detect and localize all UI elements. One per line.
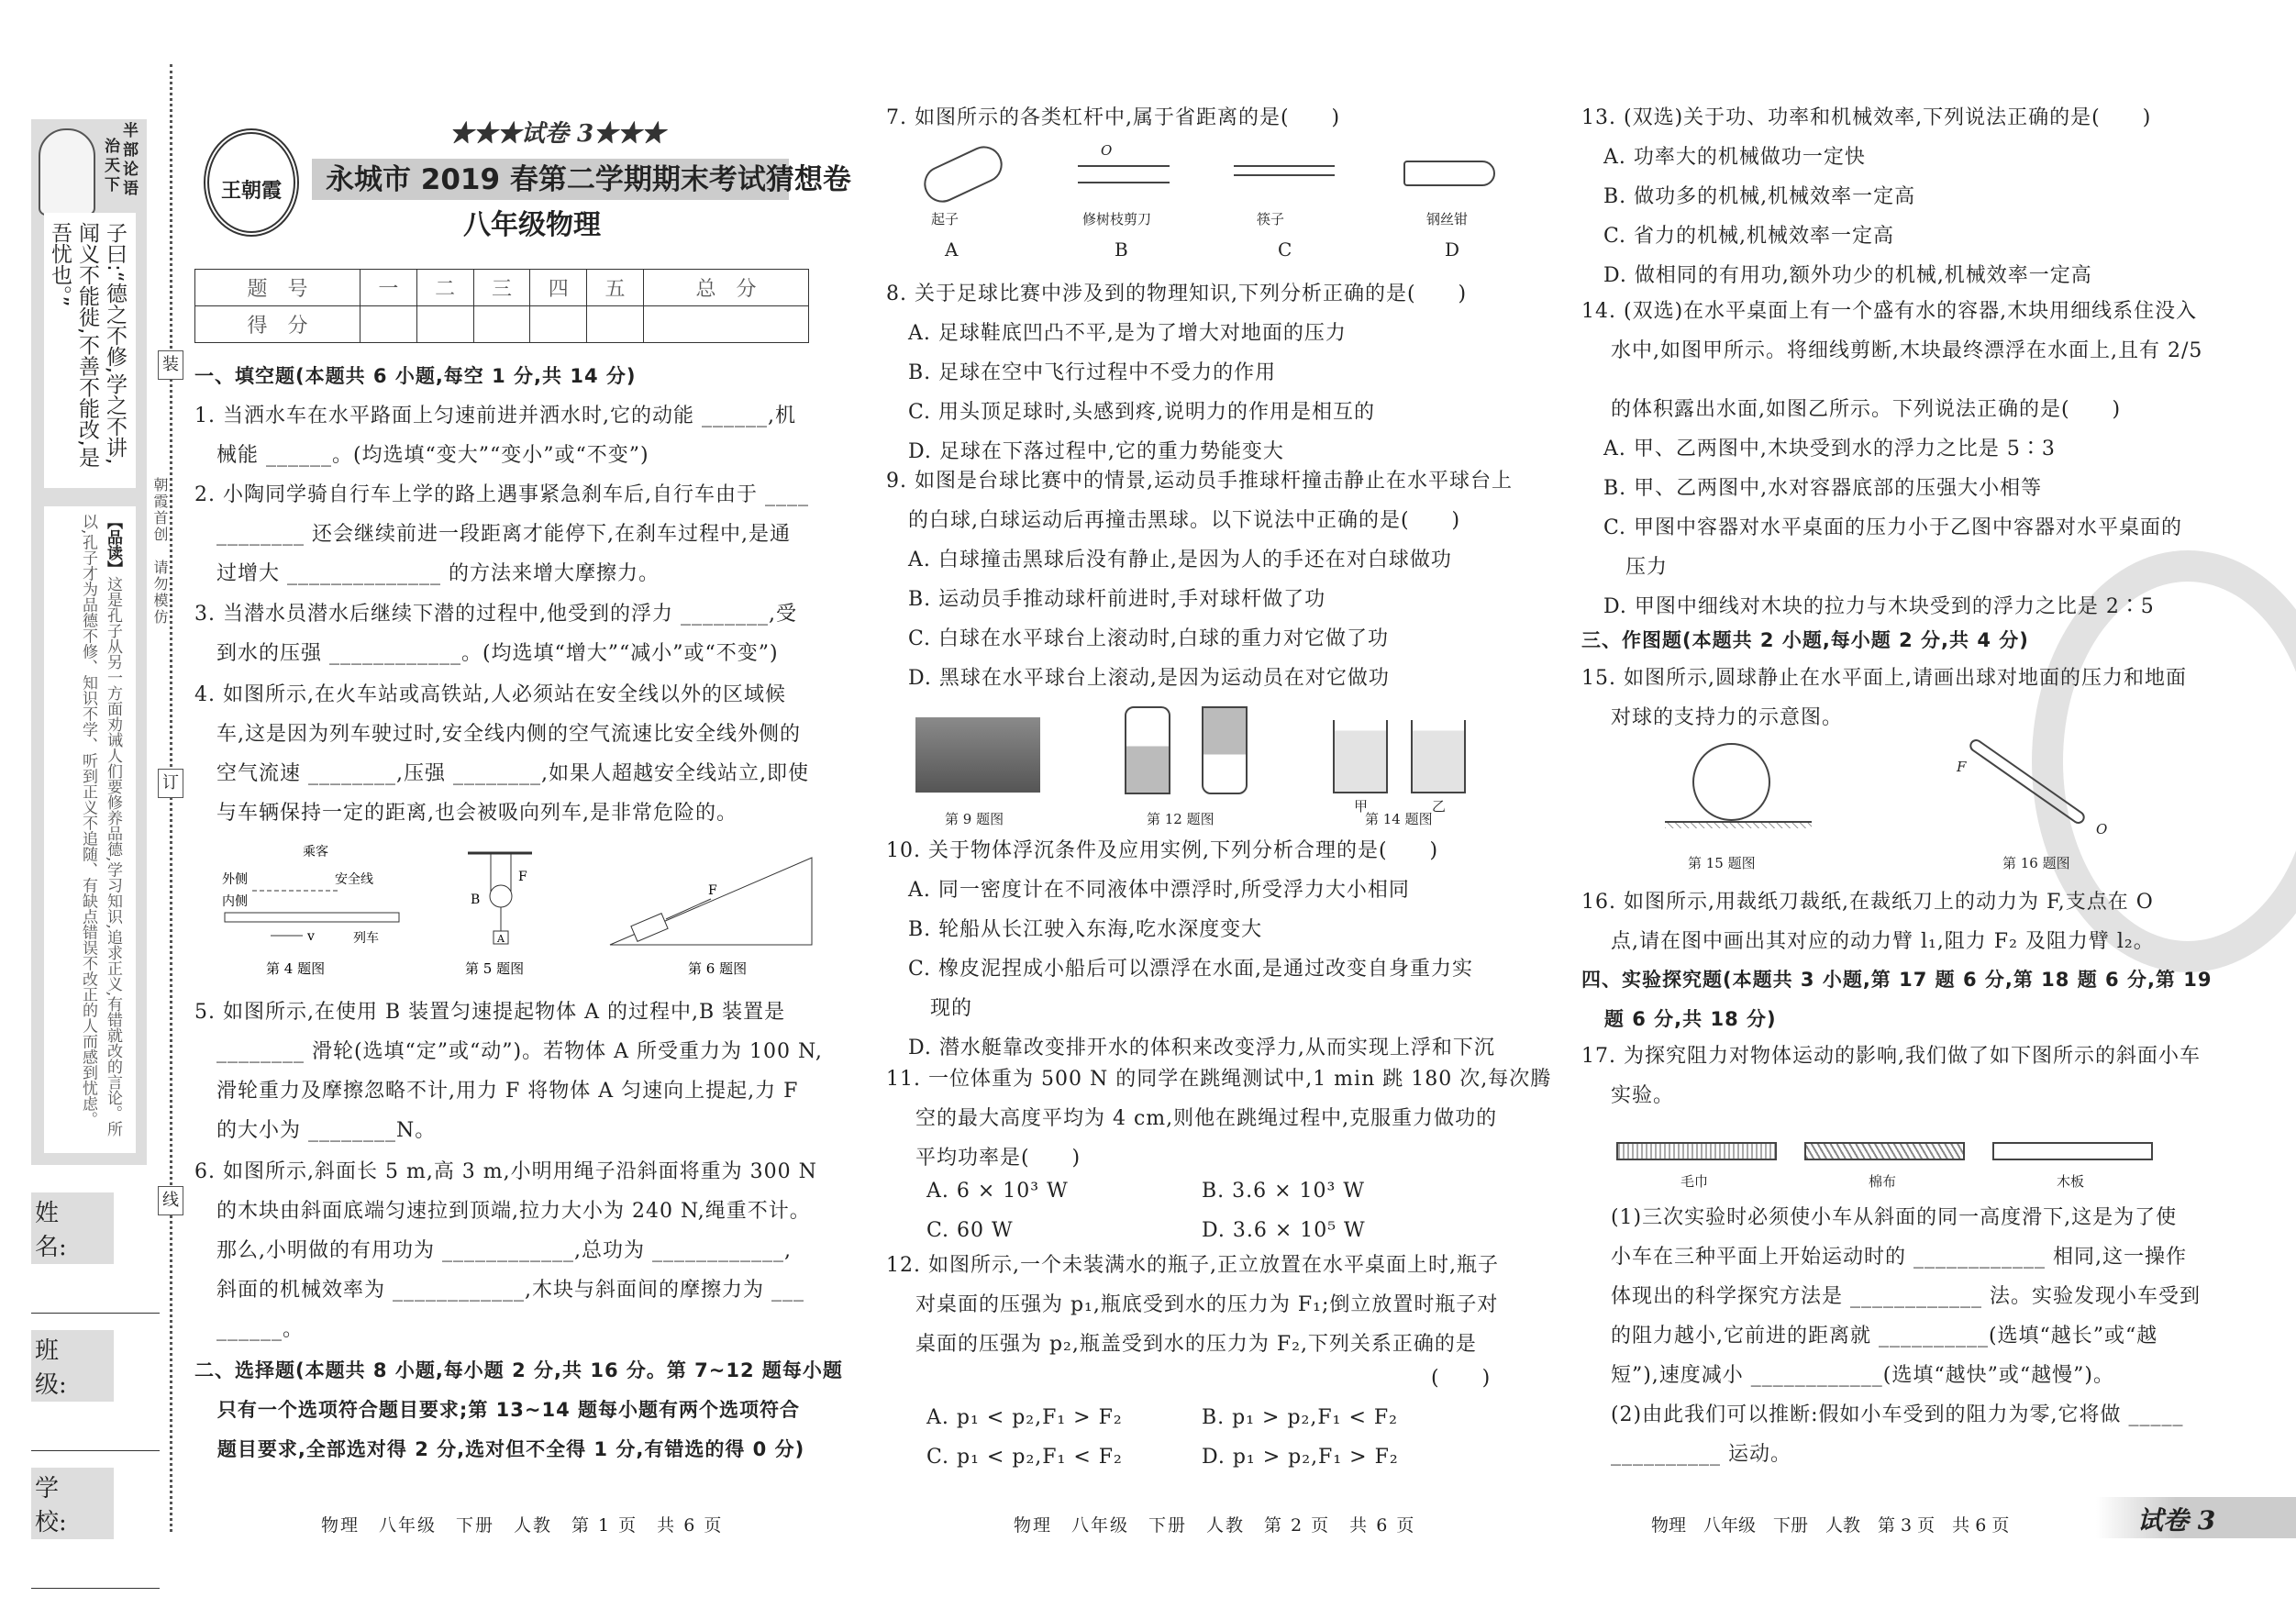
motto: 治天下 (101, 138, 119, 195)
text-line: C. 橡皮泥捏成小船后可以漂浮在水面,是通过改变自身重力实 (886, 958, 1474, 981)
text-line: 短”),速度减小 ____________(选填“越快”或“越慢”)。 (1581, 1364, 2114, 1387)
question-17 (1581, 1037, 2201, 1115)
text-line: 空气流速 ________,压强 ________,如果人超越安全线站立,即使 (194, 762, 809, 785)
binding-mark: 线 (158, 1186, 183, 1215)
bottle-inverted (1202, 706, 1248, 794)
fig-label: F (708, 883, 717, 898)
text-line: A. 白球撞击黑球后没有静止,是因为人的手还在对白球做功 (886, 549, 1452, 571)
page-footer: 物理 八年级 下册 人教 第 3 页 共 6 页 (1651, 1515, 2010, 1536)
fig-label: 内侧 (222, 894, 248, 909)
score-cell[interactable] (416, 306, 473, 343)
option: C. 60 W (926, 1219, 1014, 1242)
school-field[interactable] (31, 1539, 160, 1589)
text-line: 实验。 (1581, 1084, 1674, 1107)
text-line: B. 甲、乙两图中,水对容器底部的压强大小相等 (1581, 477, 2043, 500)
class-field[interactable] (31, 1402, 160, 1451)
fig-label: A (497, 933, 505, 945)
billiards-photo (915, 717, 1040, 793)
section-1-heading (194, 357, 636, 396)
text-line: (2)由此我们可以推断:假如小车受到的阻力为零,它将做 _____ (1581, 1403, 2184, 1426)
table-header: 五 (587, 270, 644, 306)
text-line: C. 白球在水平球台上滚动时,白球的重力对它做了功 (886, 627, 1390, 650)
option-letter: A (945, 238, 959, 261)
text-line: 16. 如图所示,用裁纸刀裁纸,在裁纸刀上的动力为 F,支点在 O (1581, 891, 2154, 914)
text-line: 13. (双选)关于功、功率和机械效率,下列说法正确的是( ) (1581, 106, 2152, 129)
text-line: 桌面的压强为 p₂,瓶盖受到水的压力为 F₂,下列关系正确的是 (886, 1333, 1477, 1356)
text-line: 过增大 ______________ 的方法来增大摩擦力。 (194, 562, 660, 585)
text-line: 平均功率是( ) (886, 1147, 1081, 1170)
option-letter: B (1115, 238, 1128, 261)
text-line: B. 足球在空中飞行过程中不受力的作用 (886, 361, 1277, 384)
figures-9-12-14 (915, 706, 1503, 826)
question-6 (194, 1152, 817, 1349)
text-line: 三、作图题(本题共 2 小题,每小题 2 分,共 4 分) (1581, 629, 2029, 651)
text-line: 的木块由斜面底端匀速拉到顶端,拉力大小为 240 N,绳重不计。 (194, 1200, 811, 1223)
text-line: 15. 如图所示,圆球静止在水平面上,请画出球对地面的压力和地面 (1581, 667, 2187, 690)
option-letter: D (1445, 238, 1460, 261)
text-line: D. 甲图中细线对木块的拉力与木块受到的浮力之比是 2∶5 (1581, 595, 2155, 618)
text-line: 现的 (886, 997, 972, 1020)
school-label: 学 校: (31, 1468, 114, 1539)
section-2-heading (194, 1351, 843, 1469)
question-14 (1581, 292, 2202, 371)
score-cell[interactable] (587, 306, 644, 343)
question-10 (886, 831, 1495, 1068)
fig-label: 棉布 (1869, 1173, 1897, 1190)
fig-label: v (307, 929, 315, 944)
figure-5 (454, 848, 555, 977)
ball (1692, 743, 1770, 821)
fig-label: 筷子 (1257, 211, 1285, 227)
text-line: 与车辆保持一定的距离,也会被吸向列车,是非常危险的。 (194, 802, 738, 825)
copyright-notice: 朝霞首创 请勿模仿 (151, 477, 169, 626)
text-line: 9. 如图是台球比赛中的情景,运动员手推球杆撞击静止在水平球台上 (886, 470, 1513, 493)
text-line: 对球的支持力的示意图。 (1581, 706, 1843, 729)
option: A. p₁ < p₂,F₁ > F₂ (926, 1406, 1123, 1429)
paper-badge-text: 试卷 3 (2137, 1505, 2216, 1536)
binding-mark: 装 (158, 350, 183, 380)
text-line: 只有一个选项符合题目要求;第 13~14 题每小题有两个选项符合 (194, 1399, 800, 1421)
chopsticks-image (1234, 165, 1335, 176)
text-line: 的体积露出水面,如图乙所示。下列说法正确的是( ) (1581, 398, 2122, 421)
text-line: 11. 一位体重为 500 N 的同学在跳绳测试中,1 min 跳 180 次,每次腾 (886, 1068, 1552, 1091)
answer-bracket: ( ) (1431, 1367, 1492, 1390)
text-line: 滑轮重力及摩擦忽略不计,用力 F 将物体 A 匀速向上提起,力 F (194, 1080, 799, 1103)
question-2 (194, 475, 809, 593)
ramp-cotton (1804, 1142, 1965, 1160)
text-line: 14. (双选)在水平桌面上有一个盛有水的容器,木块用细线系住没入 (1581, 300, 2198, 323)
figure-caption: 第 15 题图 (1688, 855, 1756, 871)
text-line: 的大小为 ________N。 (194, 1119, 437, 1142)
container-jia (1333, 720, 1388, 793)
text-line: 10. 关于物体浮沉条件及应用实例,下列分析合理的是( ) (886, 839, 1439, 862)
table-header: 三 (473, 270, 530, 306)
reading-text (75, 514, 125, 1137)
fig-label: O (2096, 821, 2108, 837)
text-line: 7. 如图所示的各类杠杆中,属于省距离的是( ) (886, 106, 1341, 129)
question-11 (886, 1059, 1551, 1178)
logo-text: 王朝霞 (220, 179, 282, 203)
ramp-board (1992, 1142, 2153, 1160)
fig-label: 外侧 (222, 872, 248, 887)
text-line: 到水的压强 ____________。(均选填“增大”“减小”或“不变”) (194, 642, 779, 665)
text-line: 的白球,白球运动后再撞击黑球。以下说法中正确的是( ) (886, 509, 1461, 532)
figure-caption: 第 4 题图 (266, 960, 326, 977)
fig-label: B (471, 893, 481, 907)
text-line: 二、选择题(本题共 8 小题,每小题 2 分,共 16 分。第 7~12 题每小题 (194, 1359, 843, 1381)
text-line: 车,这是因为列车驶过时,安全线内侧的空气流速比安全线外侧的 (194, 723, 801, 746)
question-9 (886, 461, 1513, 698)
figure-caption: 第 9 题图 (945, 811, 1004, 827)
fig-label: 乘客 (303, 845, 328, 859)
binding-line (170, 64, 172, 1532)
text-line: 一、填空题(本题共 6 小题,每空 1 分,共 14 分) (194, 365, 637, 387)
option: B. 3.6 × 10³ W (1202, 1180, 1365, 1203)
text-line: C. 甲图中容器对水平桌面的压力小于乙图中容器对水平桌面的 (1581, 516, 2183, 539)
figure-caption: 第 12 题图 (1147, 811, 1215, 827)
text-line: 17. 为探究阻力对物体运动的影响,我们做了如下图所示的斜面小车 (1581, 1045, 2201, 1068)
text-line: D. 做相同的有用功,额外功少的机械,机械效率一定高 (1581, 264, 2092, 287)
score-table (194, 269, 809, 343)
question-14-options (1581, 390, 2182, 627)
fig-label: 乙 (1432, 798, 1447, 815)
option: A. 6 × 10³ W (926, 1180, 1069, 1203)
text-line: (1)三次实验时必须使小车从斜面的同一高度滑下,这是为了使 (1581, 1206, 2178, 1229)
question-4 (194, 675, 809, 833)
score-cell[interactable] (530, 306, 587, 343)
text-line: ________ 滑轮(选填“定”或“动”)。若物体 A 所受重力为 100 N, (194, 1040, 823, 1063)
text-line: 4. 如图所示,在火车站或高铁站,人必须站在安全线以外的区域候 (194, 683, 786, 706)
text-line: A. 足球鞋底凹凸不平,是为了增大对地面的压力 (886, 322, 1347, 345)
text-line: ________ 还会继续前进一段距离才能停下,在刹车过程中,是通 (194, 523, 791, 546)
reading-label: 【品读】 (104, 514, 122, 576)
fig-label: 甲 (1354, 798, 1369, 815)
fig-label: 木板 (2057, 1173, 2085, 1190)
name-field[interactable] (31, 1264, 160, 1314)
figure-17 (1616, 1124, 2185, 1197)
question-16 (1581, 882, 2155, 961)
text-line: A. 甲、乙两图中,木块受到水的浮力之比是 5∶3 (1581, 438, 2056, 460)
fig-label: 修树枝剪刀 (1082, 211, 1152, 227)
fig-label: 安全线 (335, 872, 373, 887)
option: C. p₁ < p₂,F₁ < F₂ (926, 1446, 1123, 1469)
fig-label: F (518, 870, 527, 884)
question-13 (1581, 98, 2151, 295)
exam-subtitle: 八年级物理 (463, 209, 601, 241)
binding-mark: 订 (158, 769, 183, 798)
page-footer: 物理 八年级 下册 人教 第 2 页 共 6 页 (1014, 1515, 1416, 1536)
text-line: D. 足球在下落过程中,它的重力势能变大 (886, 440, 1284, 463)
question-12-options (926, 1398, 1477, 1477)
table-header: 总 分 (643, 270, 808, 306)
confucius-quote: 子曰:“德之不修,学之不讲,闻义不能徙,不善不能改,是吾忧也。” (48, 222, 127, 468)
text-line: D. 黑球在水平球台上滚动,是因为运动员在对它做功 (886, 667, 1390, 690)
figure-caption: 第 5 题图 (465, 960, 525, 977)
section-4-heading (1581, 960, 2212, 1039)
figure-7 (904, 142, 1500, 271)
table-header: 二 (416, 270, 473, 306)
score-cell[interactable] (643, 306, 808, 343)
fig-label: 钢丝钳 (1426, 211, 1469, 227)
ground (1665, 821, 1812, 828)
text-line: 5. 如图所示,在使用 B 装置匀速提起物体 A 的过程中,B 装置是 (194, 1001, 786, 1024)
confucius-illustration (39, 128, 95, 216)
page-footer: 物理 八年级 下册 人教 第 1 页 共 6 页 (321, 1515, 724, 1536)
question-1 (194, 396, 796, 475)
text-line: 题 6 分,共 18 分) (1581, 1008, 1777, 1030)
bottle-upright (1125, 706, 1170, 794)
logo (204, 128, 299, 237)
table-header: 题 号 (195, 270, 360, 306)
table-header: 得 分 (195, 306, 360, 343)
text-line: 12. 如图所示,一个未装满水的瓶子,正立放置在水平桌面上时,瓶子 (886, 1254, 1499, 1277)
student-info (31, 1192, 160, 1589)
text-line: C. 用头顶足球时,头感到疼,说明力的作用是相互的 (886, 401, 1376, 424)
text-line: 压力 (1581, 556, 1668, 579)
text-line: 那么,小明做的有用功为 ____________,总功为 ____________, (194, 1239, 792, 1262)
text-line: 3. 当潜水员潜水后继续下潜的过程中,他受到的浮力 ________,受 (194, 603, 797, 626)
reading-body: 这是孔子从另一方面劝诫人们要修养品德,学习知识,追求正义,有错就改的言论。所以,孔子才为品德不修、知识不学、听到正义不追随、有缺点错误不改正的人而感到忧虑。 (79, 514, 122, 1137)
question-12 (886, 1246, 1499, 1364)
motto: 半部论语 (119, 122, 138, 199)
text-line: 1. 当洒水车在水平路面上匀速前进并洒水时,它的动能 ______,机 (194, 405, 796, 427)
text-line: 的阻力越小,它前进的距离就 __________(选填“越长”或“越 (1581, 1325, 2158, 1347)
fig-label: 列车 (353, 931, 379, 946)
text-line: A. 同一密度计在不同液体中漂浮时,所受浮力大小相同 (886, 879, 1410, 902)
figure-caption: 第 6 题图 (688, 960, 748, 977)
text-line: B. 做功多的机械,机械效率一定高 (1581, 185, 1916, 208)
text-line: 题目要求,全部选对得 2 分,选对但不全得 1 分,有错选的得 0 分) (194, 1438, 805, 1460)
text-line: 体现出的科学探究方法是 ____________ 法。实验发现小车受到 (1581, 1285, 2201, 1308)
question-15 (1581, 659, 2187, 738)
text-line: 空的最大高度平均为 4 cm,则他在跳绳过程中,克服重力做功的 (886, 1107, 1498, 1130)
quote-box (44, 213, 136, 488)
text-line: C. 省力的机械,机械效率一定高 (1581, 225, 1895, 248)
text-line: B. 运动员手推动球杆前进时,手对球杆做了功 (886, 588, 1326, 611)
figure-caption: 第 16 题图 (2002, 855, 2070, 871)
figures-15-16 (1665, 738, 2142, 876)
container-yi (1411, 720, 1466, 793)
question-3 (194, 594, 797, 673)
bottle-opener-image (918, 140, 1008, 208)
pliers-image (1403, 161, 1495, 186)
paper-number: ★★★试卷 3★★★ (449, 120, 666, 148)
fig-label: 起子 (931, 211, 959, 227)
table-header: 四 (530, 270, 587, 306)
text-line: 小车在三种平面上开始运动时的 ____________ 相同,这一操作 (1581, 1246, 2187, 1269)
reading-box (44, 506, 136, 1153)
fig-label: 毛巾 (1680, 1173, 1709, 1190)
class-label: 班 级: (31, 1330, 114, 1402)
question-8 (886, 274, 1467, 471)
fig-label: F (1957, 759, 1967, 775)
pivot-label: O (1101, 142, 1113, 159)
pruning-shears-image (1078, 165, 1170, 183)
text-line: __________ 运动。 (1581, 1443, 1791, 1466)
text-line: 水中,如图甲所示。将细线剪断,木块最终漂浮在水面上,且有 2/5 (1581, 339, 2203, 362)
score-cell[interactable] (360, 306, 416, 343)
exam-title: 永城市 2019 春第二学期期末考试猜想卷 (326, 163, 851, 196)
option: D. 3.6 × 10⁵ W (1202, 1219, 1366, 1242)
text-line: 四、实验探究题(本题共 3 小题,第 17 题 6 分,第 18 题 6 分,第 19 (1581, 969, 2213, 991)
ramp-towel (1616, 1142, 1777, 1160)
text-line: 斜面的机械效率为 ____________,木块与斜面间的摩擦力为 ___ (194, 1279, 804, 1302)
question-17-body (1581, 1198, 2201, 1474)
option: B. p₁ > p₂,F₁ < F₂ (1202, 1406, 1398, 1429)
text-line: 对桌面的压强为 p₁,瓶底受到水的压力为 F₁;倒立放置时瓶子对 (886, 1293, 1499, 1316)
text-line: B. 轮船从长江驶入东海,吃水深度变大 (886, 918, 1263, 941)
score-cell[interactable] (473, 306, 530, 343)
text-line: D. 潜水艇靠改变排开水的体积来改变浮力,从而实现上浮和下沉 (886, 1037, 1495, 1059)
question-7 (886, 98, 1340, 138)
text-line: 8. 关于足球比赛中涉及到的物理知识,下列分析正确的是( ) (886, 283, 1468, 305)
question-11-options (926, 1171, 1477, 1250)
text-line: 2. 小陶同学骑自行车上学的路上遇事紧急刹车后,自行车由于 ____ (194, 483, 809, 506)
option-letter: C (1278, 238, 1292, 261)
figure-caption: 第 14 题图 (1365, 811, 1433, 827)
text-line: ______。 (194, 1318, 304, 1341)
text-line: 6. 如图所示,斜面长 5 m,高 3 m,小明用绳子沿斜面将重为 300 N (194, 1160, 817, 1183)
paper-cutter (1968, 737, 2088, 826)
section-3-heading (1581, 621, 2029, 660)
text-line: 点,请在图中画出其对应的动力臂 l₁,阻力 F₂ 及阻力臂 l₂。 (1581, 930, 2155, 953)
figure-6 (605, 853, 816, 977)
text-line: A. 功率大的机械做功一定快 (1581, 146, 1866, 169)
question-5 (194, 993, 823, 1150)
figure-4 (220, 839, 404, 977)
text-line: 械能 ______。(均选填“变大”“变小”或“不变”) (194, 444, 649, 467)
option: D. p₁ > p₂,F₁ > F₂ (1202, 1446, 1399, 1469)
name-label: 姓 名: (31, 1192, 114, 1264)
table-header: 一 (360, 270, 416, 306)
